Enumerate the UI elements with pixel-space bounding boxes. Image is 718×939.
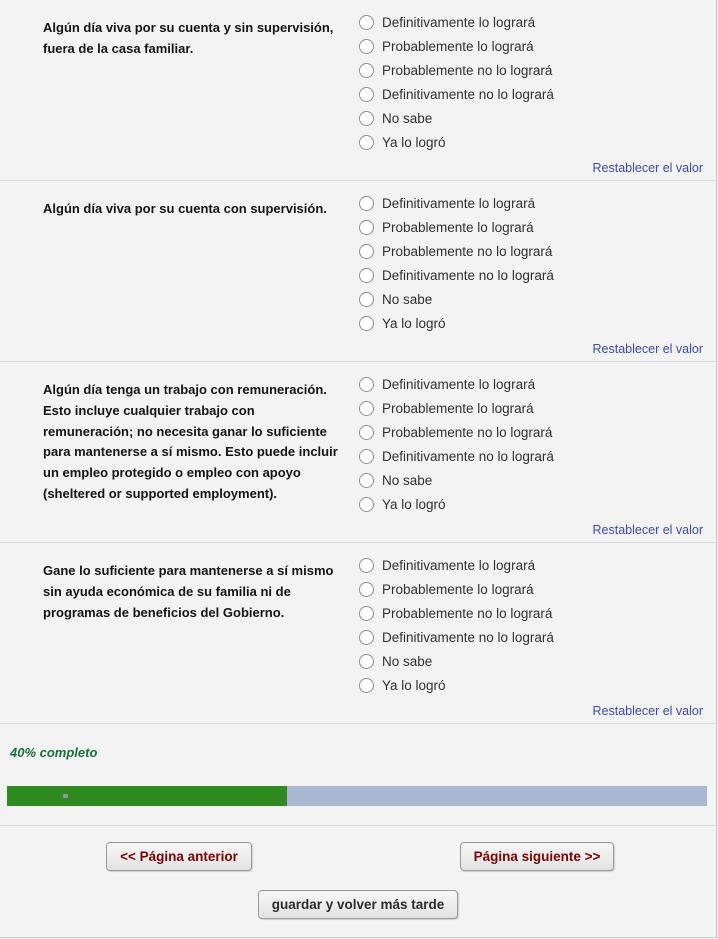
radio-button-icon[interactable]: [359, 196, 374, 211]
radio-option[interactable]: [359, 15, 703, 30]
radio-option-label: Probablemente no lo logrará: [382, 425, 553, 440]
radio-button-icon[interactable]: [359, 244, 374, 259]
radio-option-label: Probablemente lo logrará: [382, 39, 534, 54]
radio-option[interactable]: [359, 111, 703, 126]
radio-button-icon[interactable]: [359, 220, 374, 235]
radio-button-icon[interactable]: [359, 377, 374, 392]
previous-page-button[interactable]: << Página anterior: [106, 842, 252, 871]
navigation-section: [0, 826, 716, 937]
radio-button-icon[interactable]: [359, 63, 374, 78]
radio-option-label: Definitivamente no lo logrará: [382, 449, 554, 464]
radio-option[interactable]: [359, 606, 703, 621]
radio-button-icon[interactable]: [359, 87, 374, 102]
radio-option-label: Definitivamente no lo logrará: [382, 630, 554, 645]
radio-option-label: Probablemente lo logrará: [382, 401, 534, 416]
radio-option-label: Ya lo logró: [382, 135, 446, 150]
radio-option[interactable]: [359, 316, 703, 331]
next-button-cell: [358, 842, 716, 871]
radio-option-label: Definitivamente lo logrará: [382, 558, 536, 573]
question-row: [0, 362, 716, 543]
radio-button-icon[interactable]: [359, 606, 374, 621]
question-row: [0, 181, 716, 362]
radio-option-label: Ya lo logró: [382, 497, 446, 512]
radio-option-label: Definitivamente lo logrará: [382, 15, 536, 30]
radio-option[interactable]: [359, 244, 703, 259]
progress-bar: [7, 786, 707, 806]
radio-option-label: Definitivamente no lo logrará: [382, 87, 554, 102]
radio-button-icon[interactable]: [359, 497, 374, 512]
reset-line: [359, 521, 703, 539]
radio-button-icon[interactable]: [359, 558, 374, 573]
radio-group: [352, 377, 716, 542]
radio-option[interactable]: [359, 473, 703, 488]
radio-button-icon[interactable]: [359, 582, 374, 597]
reset-value-link[interactable]: Restablecer el valor: [592, 161, 703, 175]
radio-button-icon[interactable]: [359, 473, 374, 488]
reset-line: [359, 340, 703, 358]
radio-button-icon[interactable]: [359, 678, 374, 693]
radio-option[interactable]: [359, 558, 703, 573]
radio-option-label: Ya lo logró: [382, 678, 446, 693]
radio-button-icon[interactable]: [359, 401, 374, 416]
radio-button-icon[interactable]: [359, 268, 374, 283]
radio-button-icon[interactable]: [359, 425, 374, 440]
question-text: Algún día viva por su cuenta y sin supervisión, fuera de la casa familiar.: [43, 20, 334, 56]
progress-bar-fill: [7, 786, 287, 806]
radio-button-icon[interactable]: [359, 292, 374, 307]
radio-button-icon[interactable]: [359, 630, 374, 645]
radio-group: [352, 558, 716, 723]
radio-option[interactable]: [359, 377, 703, 392]
radio-option-label: Probablemente no lo logrará: [382, 606, 553, 621]
reset-line: [359, 159, 703, 177]
radio-option[interactable]: [359, 39, 703, 54]
radio-option[interactable]: [359, 449, 703, 464]
radio-group: [352, 196, 716, 361]
radio-option-label: Probablemente no lo logrará: [382, 63, 553, 78]
save-return-later-button[interactable]: guardar y volver más tarde: [258, 890, 459, 919]
radio-option[interactable]: [359, 220, 703, 235]
reset-line: [359, 702, 703, 720]
radio-option-label: Definitivamente no lo logrará: [382, 268, 554, 283]
radio-group: [352, 15, 716, 180]
radio-option[interactable]: [359, 630, 703, 645]
progress-marker-dot: [63, 794, 68, 798]
radio-option[interactable]: [359, 654, 703, 669]
reset-value-link[interactable]: Restablecer el valor: [592, 342, 703, 356]
question-text: Algún día tenga un trabajo con remuneración. Esto incluye cualquier trabajo con remuneración; no necesita ganar lo suficiente para mantenerse a sí mismo. Esto puede incluir un empleo protegido o empleo con apoyo (sheltered or supported employment).: [43, 382, 338, 501]
radio-option-label: Definitivamente lo logrará: [382, 196, 536, 211]
radio-option-label: Ya lo logró: [382, 316, 446, 331]
radio-option[interactable]: [359, 135, 703, 150]
next-page-button[interactable]: Página siguiente >>: [460, 842, 615, 871]
radio-option-label: No sabe: [382, 473, 433, 488]
radio-button-icon[interactable]: [359, 39, 374, 54]
radio-button-icon[interactable]: [359, 449, 374, 464]
radio-option-label: Definitivamente lo logrará: [382, 377, 536, 392]
radio-button-icon[interactable]: [359, 654, 374, 669]
radio-option[interactable]: [359, 678, 703, 693]
radio-option[interactable]: [359, 63, 703, 78]
reset-value-link[interactable]: Restablecer el valor: [592, 704, 703, 718]
radio-option[interactable]: [359, 401, 703, 416]
prev-button-cell: [0, 842, 358, 871]
radio-button-icon[interactable]: [359, 135, 374, 150]
reset-value-link[interactable]: Restablecer el valor: [592, 523, 703, 537]
radio-option-label: Probablemente no lo logrará: [382, 244, 553, 259]
save-row: [0, 890, 716, 919]
question-row: [0, 543, 716, 724]
radio-option[interactable]: [359, 87, 703, 102]
radio-option-label: No sabe: [382, 654, 433, 669]
page-nav-row: [0, 842, 716, 871]
radio-button-icon[interactable]: [359, 111, 374, 126]
radio-option-label: Probablemente lo logrará: [382, 220, 534, 235]
progress-section: [0, 724, 716, 826]
radio-button-icon[interactable]: [359, 316, 374, 331]
question-text: Algún día viva por su cuenta con supervisión.: [43, 201, 327, 216]
radio-option[interactable]: [359, 268, 703, 283]
radio-option-label: No sabe: [382, 292, 433, 307]
radio-option[interactable]: [359, 292, 703, 307]
radio-option[interactable]: [359, 582, 703, 597]
question-text: Gane lo suficiente para mantenerse a sí mismo sin ayuda económica de su familia ni de programas de beneficios del Gobierno.: [43, 563, 334, 620]
radio-option[interactable]: [359, 497, 703, 512]
progress-label: 40% completo: [10, 745, 98, 760]
radio-option-label: Probablemente lo logrará: [382, 582, 534, 597]
radio-option[interactable]: [359, 425, 703, 440]
radio-button-icon[interactable]: [359, 15, 374, 30]
radio-option[interactable]: [359, 196, 703, 211]
question-row: [0, 0, 716, 181]
radio-option-label: No sabe: [382, 111, 433, 126]
